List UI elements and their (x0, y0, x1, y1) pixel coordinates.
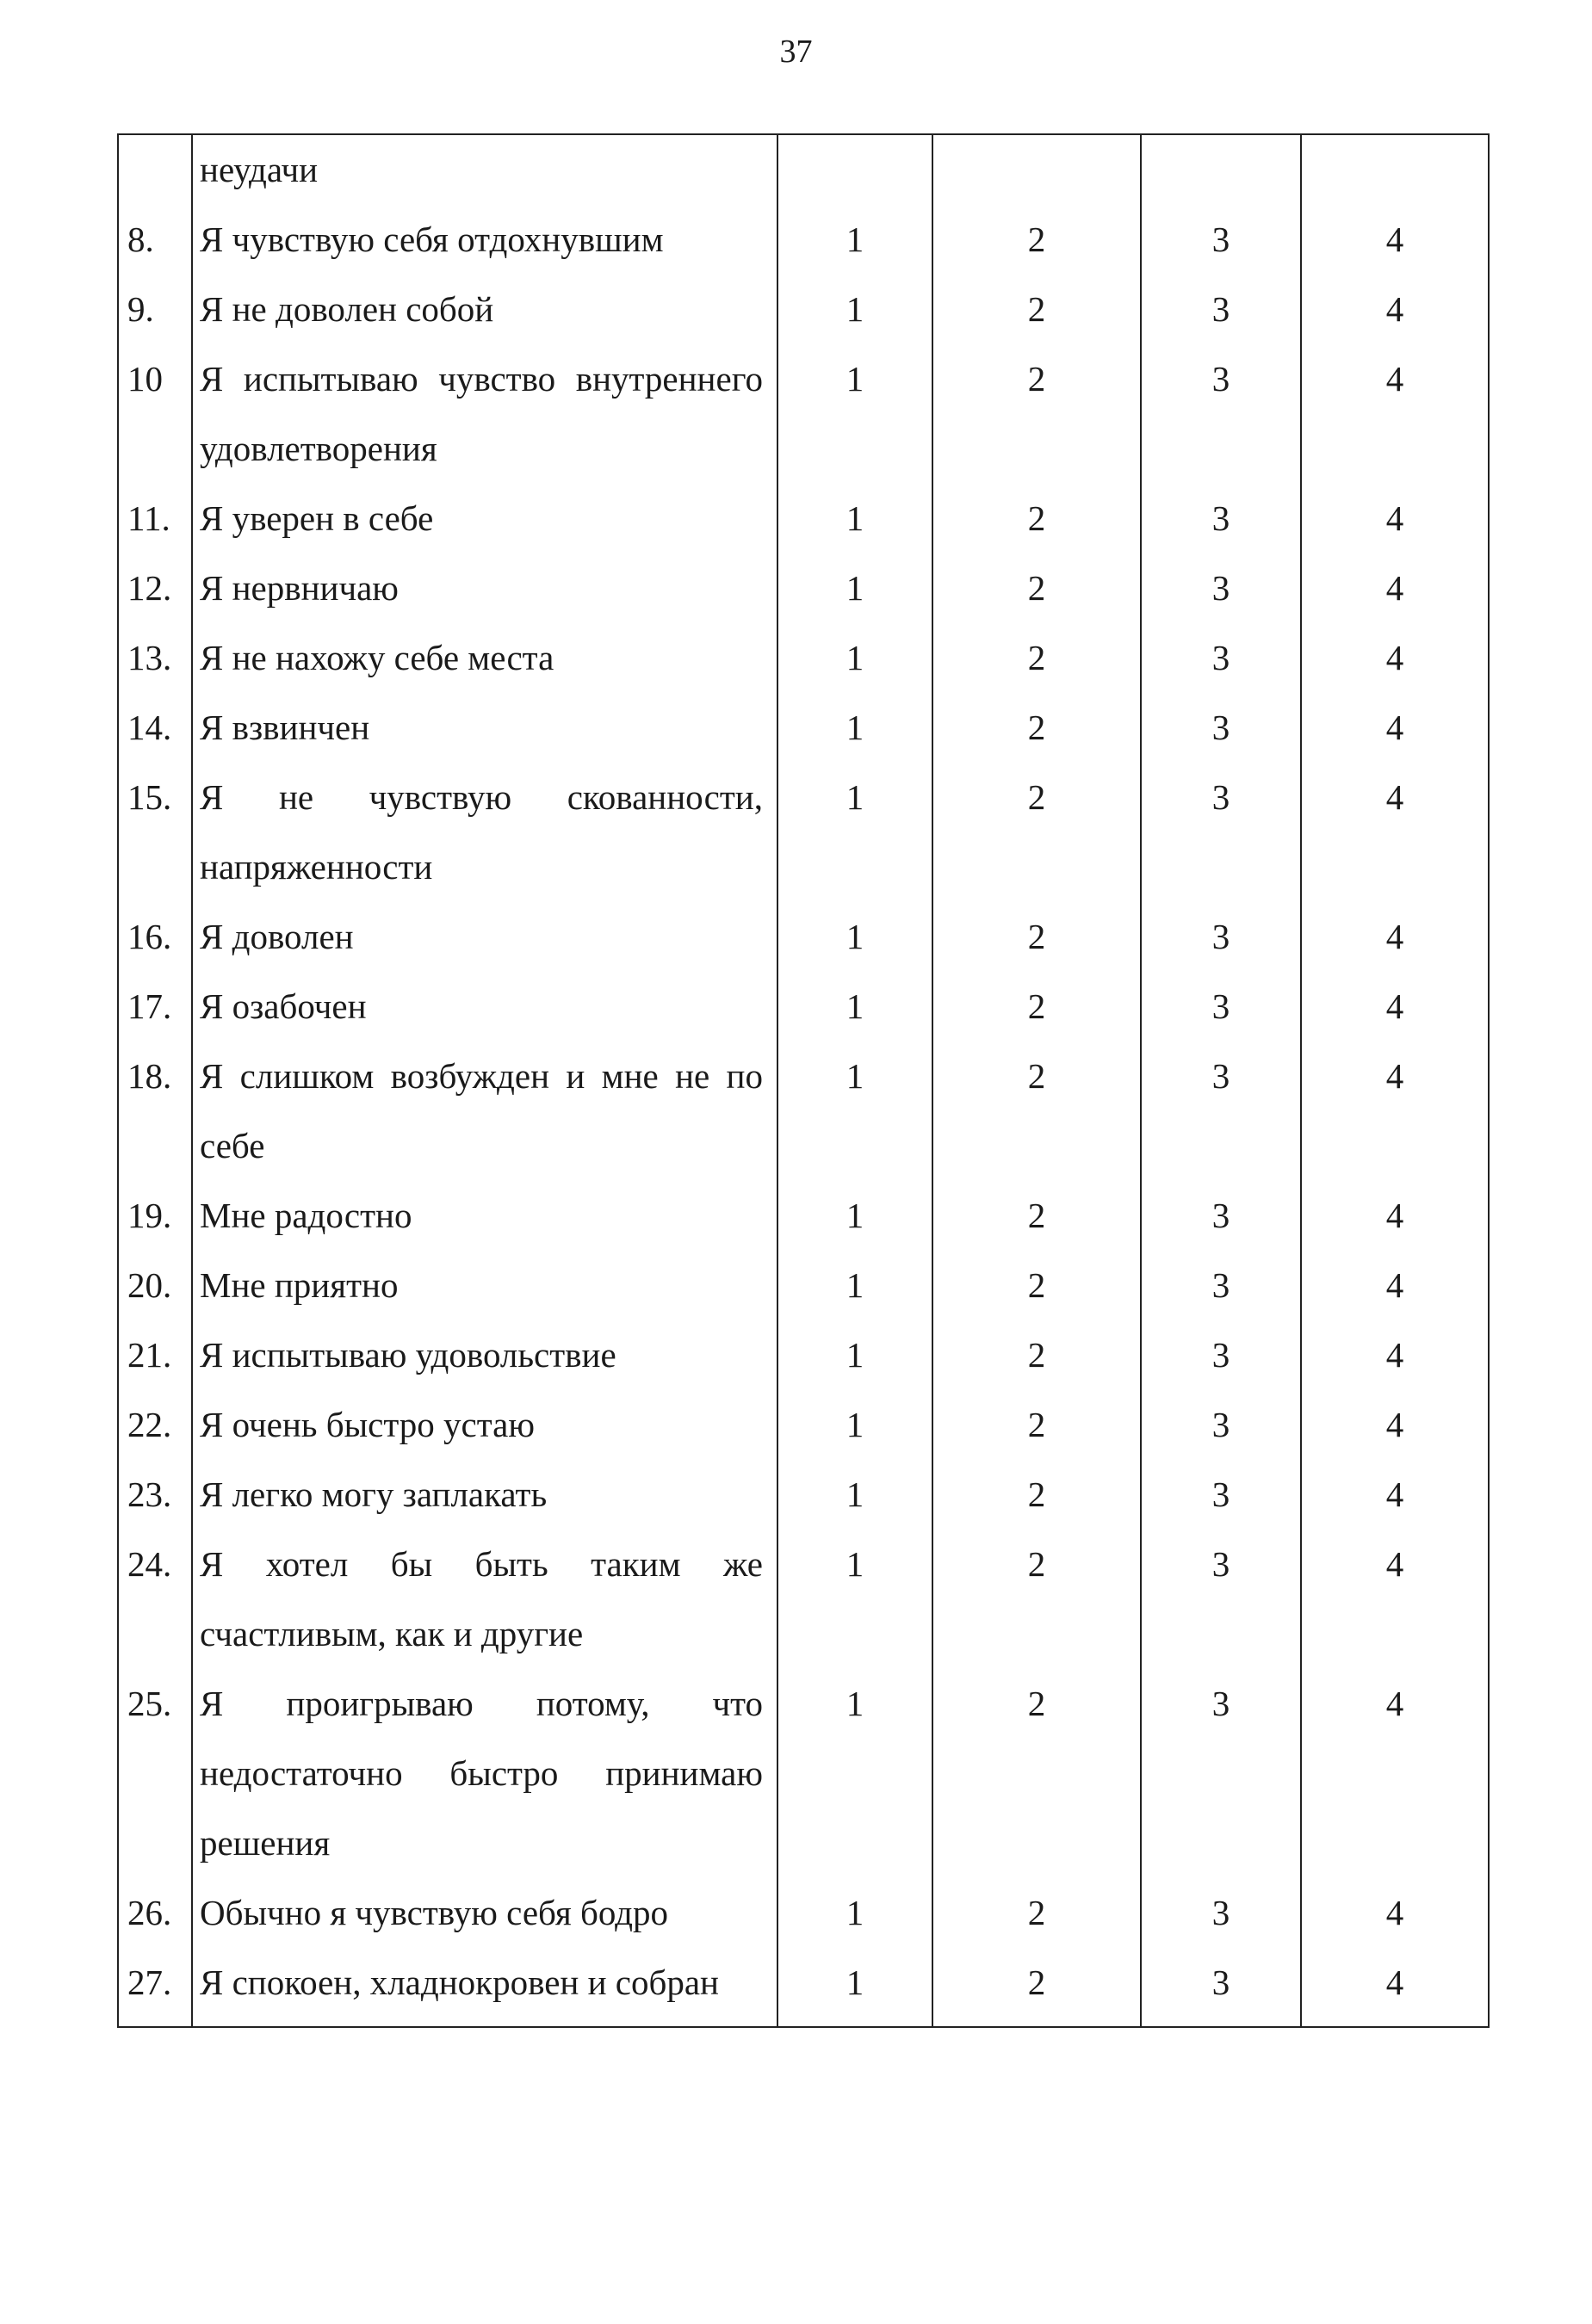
item-number: 14. (118, 693, 192, 763)
item-number: 11. (118, 484, 192, 553)
statement-text: Я взвинчен (192, 693, 777, 763)
score-option-2: 2 (932, 484, 1141, 553)
score-option-4 (1301, 134, 1489, 205)
table-row (118, 693, 1489, 763)
score-option-2: 2 (932, 1948, 1141, 2027)
score-option-3: 3 (1141, 693, 1301, 763)
score-option-2: 2 (932, 1320, 1141, 1390)
table-row (118, 344, 1489, 484)
score-option-4: 4 (1301, 972, 1489, 1041)
score-option-3: 3 (1141, 1181, 1301, 1251)
statement-text: Я не чувствую скованности, напряженности (192, 763, 777, 902)
score-option-3: 3 (1141, 623, 1301, 693)
score-option-4: 4 (1301, 763, 1489, 902)
statement-text: Я нервничаю (192, 553, 777, 623)
score-option-2: 2 (932, 623, 1141, 693)
score-option-3: 3 (1141, 1251, 1301, 1320)
statement-text: Я слишком возбужден и мне не по себе (192, 1041, 777, 1181)
score-option-1: 1 (777, 763, 932, 902)
score-option-4: 4 (1301, 344, 1489, 484)
item-number: 13. (118, 623, 192, 693)
item-number: 19. (118, 1181, 192, 1251)
score-option-4: 4 (1301, 623, 1489, 693)
table-row (118, 902, 1489, 972)
score-option-3: 3 (1141, 1460, 1301, 1530)
table-row (118, 1181, 1489, 1251)
score-option-3: 3 (1141, 553, 1301, 623)
score-option-1: 1 (777, 902, 932, 972)
score-option-3 (1141, 134, 1301, 205)
score-option-2: 2 (932, 275, 1141, 344)
item-number (118, 134, 192, 205)
statement-text: неудачи (192, 134, 777, 205)
score-option-1: 1 (777, 275, 932, 344)
item-number: 15. (118, 763, 192, 902)
score-option-1: 1 (777, 205, 932, 275)
table-row (118, 1320, 1489, 1390)
table-row (118, 134, 1489, 205)
item-number: 26. (118, 1878, 192, 1948)
statement-text: Я проигрываю потому, что недостаточно быстро принимаю решения (192, 1669, 777, 1878)
item-number: 16. (118, 902, 192, 972)
statement-text: Обычно я чувствую себя бодро (192, 1878, 777, 1948)
score-option-2: 2 (932, 763, 1141, 902)
score-option-3: 3 (1141, 1390, 1301, 1460)
score-option-4: 4 (1301, 693, 1489, 763)
score-option-3: 3 (1141, 484, 1301, 553)
score-option-3: 3 (1141, 1530, 1301, 1669)
score-option-1: 1 (777, 1460, 932, 1530)
score-option-3: 3 (1141, 763, 1301, 902)
statement-text: Я испытываю удовольствие (192, 1320, 777, 1390)
statement-text: Я испытываю чувство внутреннего удовлетворения (192, 344, 777, 484)
score-option-2: 2 (932, 902, 1141, 972)
statement-text: Мне радостно (192, 1181, 777, 1251)
table-row (118, 1530, 1489, 1669)
table-body (118, 134, 1489, 2027)
score-option-2: 2 (932, 553, 1141, 623)
score-option-2: 2 (932, 693, 1141, 763)
item-number: 22. (118, 1390, 192, 1460)
score-option-1: 1 (777, 344, 932, 484)
statement-text: Я не доволен собой (192, 275, 777, 344)
score-option-2: 2 (932, 1460, 1141, 1530)
score-option-3: 3 (1141, 902, 1301, 972)
score-option-4: 4 (1301, 484, 1489, 553)
item-number: 27. (118, 1948, 192, 2027)
statement-text: Я не нахожу себе места (192, 623, 777, 693)
table-row (118, 1390, 1489, 1460)
score-option-4: 4 (1301, 1320, 1489, 1390)
score-option-4: 4 (1301, 1948, 1489, 2027)
score-option-3: 3 (1141, 275, 1301, 344)
score-option-2: 2 (932, 1390, 1141, 1460)
table-row (118, 205, 1489, 275)
questionnaire-table (117, 133, 1490, 2028)
table-row (118, 1460, 1489, 1530)
score-option-4: 4 (1301, 1041, 1489, 1181)
score-option-1: 1 (777, 1669, 932, 1878)
score-option-2: 2 (932, 344, 1141, 484)
score-option-1: 1 (777, 693, 932, 763)
score-option-2: 2 (932, 1669, 1141, 1878)
score-option-2: 2 (932, 1041, 1141, 1181)
score-option-4: 4 (1301, 902, 1489, 972)
item-number: 10 (118, 344, 192, 484)
item-number: 21. (118, 1320, 192, 1390)
statement-text: Я легко могу заплакать (192, 1460, 777, 1530)
statement-text: Я озабочен (192, 972, 777, 1041)
score-option-2: 2 (932, 972, 1141, 1041)
score-option-4: 4 (1301, 1460, 1489, 1530)
item-number: 17. (118, 972, 192, 1041)
score-option-3: 3 (1141, 1878, 1301, 1948)
statement-text: Я спокоен, хладнокровен и собран (192, 1948, 777, 2027)
score-option-3: 3 (1141, 1669, 1301, 1878)
table-row (118, 275, 1489, 344)
score-option-1: 1 (777, 1390, 932, 1460)
score-option-1: 1 (777, 1878, 932, 1948)
statement-text: Я хотел бы быть таким же счастливым, как и другие (192, 1530, 777, 1669)
table-row (118, 484, 1489, 553)
score-option-4: 4 (1301, 1181, 1489, 1251)
table-row (118, 553, 1489, 623)
score-option-1: 1 (777, 1251, 932, 1320)
score-option-3: 3 (1141, 1320, 1301, 1390)
table-row (118, 623, 1489, 693)
score-option-3: 3 (1141, 344, 1301, 484)
item-number: 8. (118, 205, 192, 275)
statement-text: Я чувствую себя отдохнувшим (192, 205, 777, 275)
item-number: 18. (118, 1041, 192, 1181)
score-option-3: 3 (1141, 972, 1301, 1041)
statement-text: Я уверен в себе (192, 484, 777, 553)
score-option-1: 1 (777, 623, 932, 693)
table-row (118, 1041, 1489, 1181)
score-option-1: 1 (777, 1041, 932, 1181)
page-number: 37 (779, 34, 813, 70)
score-option-4: 4 (1301, 1669, 1489, 1878)
statement-text: Я очень быстро устаю (192, 1390, 777, 1460)
table-row (118, 763, 1489, 902)
score-option-4: 4 (1301, 1390, 1489, 1460)
score-option-4: 4 (1301, 205, 1489, 275)
score-option-3: 3 (1141, 1948, 1301, 2027)
score-option-1: 1 (777, 1530, 932, 1669)
score-option-2: 2 (932, 1251, 1141, 1320)
table-row (118, 1251, 1489, 1320)
score-option-4: 4 (1301, 1878, 1489, 1948)
score-option-1: 1 (777, 972, 932, 1041)
item-number: 20. (118, 1251, 192, 1320)
score-option-1: 1 (777, 1320, 932, 1390)
item-number: 25. (118, 1669, 192, 1878)
score-option-3: 3 (1141, 1041, 1301, 1181)
score-option-4: 4 (1301, 1251, 1489, 1320)
score-option-3: 3 (1141, 205, 1301, 275)
score-option-1 (777, 134, 932, 205)
score-option-2: 2 (932, 1878, 1141, 1948)
item-number: 23. (118, 1460, 192, 1530)
table-row (118, 972, 1489, 1041)
item-number: 12. (118, 553, 192, 623)
score-option-2: 2 (932, 205, 1141, 275)
score-option-2 (932, 134, 1141, 205)
score-option-1: 1 (777, 484, 932, 553)
statement-text: Мне приятно (192, 1251, 777, 1320)
table-row (118, 1948, 1489, 2027)
score-option-4: 4 (1301, 275, 1489, 344)
score-option-1: 1 (777, 1948, 932, 2027)
item-number: 24. (118, 1530, 192, 1669)
table-row (118, 1669, 1489, 1878)
score-option-1: 1 (777, 553, 932, 623)
statement-text: Я доволен (192, 902, 777, 972)
table-row (118, 1878, 1489, 1948)
score-option-1: 1 (777, 1181, 932, 1251)
score-option-4: 4 (1301, 1530, 1489, 1669)
item-number: 9. (118, 275, 192, 344)
score-option-4: 4 (1301, 553, 1489, 623)
score-option-2: 2 (932, 1530, 1141, 1669)
score-option-2: 2 (932, 1181, 1141, 1251)
